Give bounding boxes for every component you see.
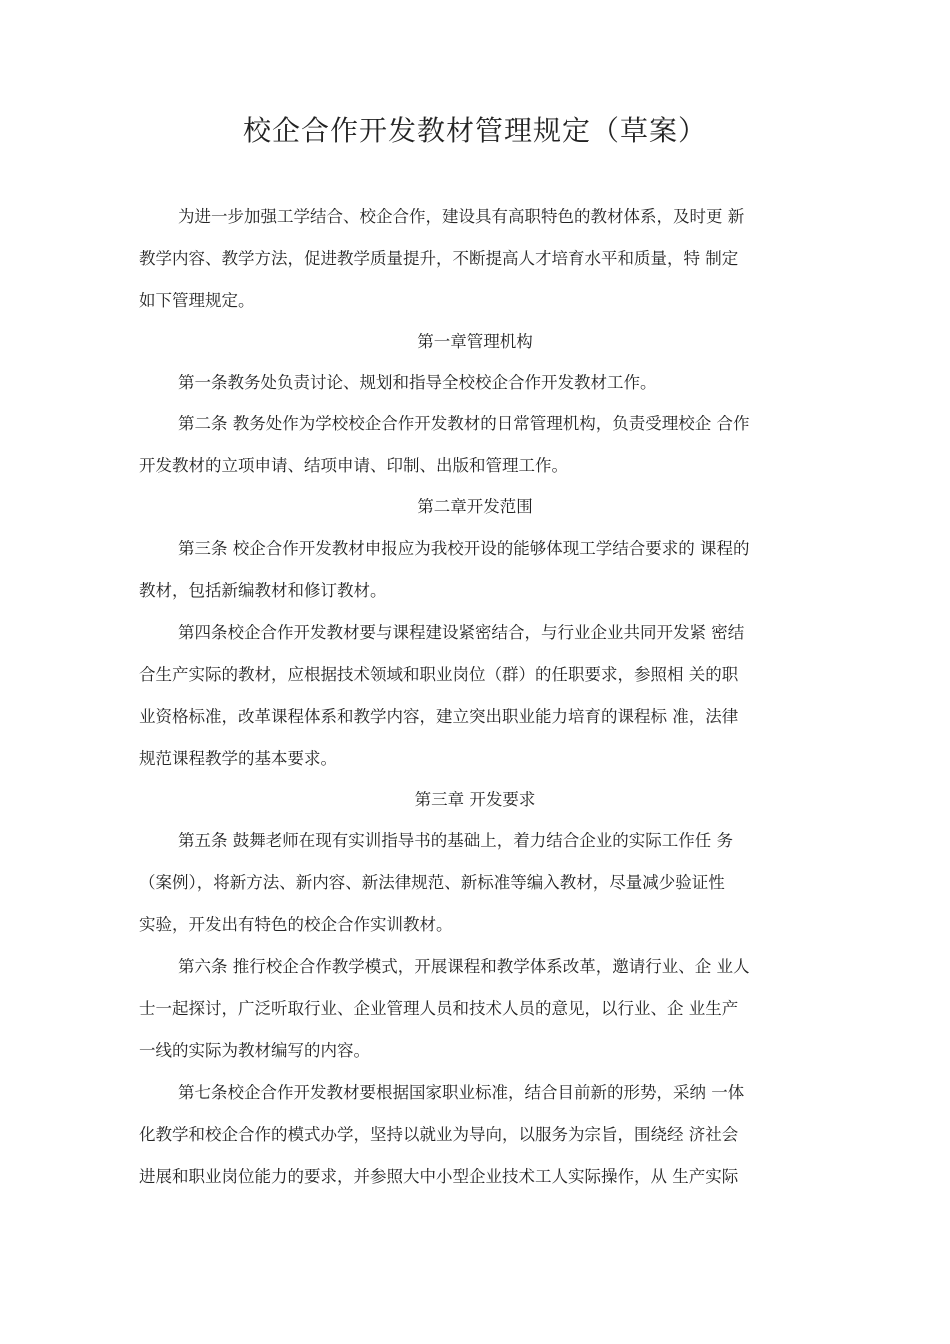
paragraph-line: 一线的实际为教材编写的内容。 bbox=[139, 1041, 370, 1060]
paragraph-line: 实验，开发出有特色的校企合作实训教材。 bbox=[139, 915, 453, 934]
paragraph-line: 第一条教务处负责讨论、规划和指导全校校企合作开发教材工作。 bbox=[178, 373, 657, 392]
chapter-heading: 第三章 开发要求 bbox=[414, 790, 536, 809]
paragraph-line: 第七条校企合作开发教材要根据国家职业标准，结合目前新的形势，采纳 一体 bbox=[178, 1083, 745, 1102]
chapter-heading: 第一章管理机构 bbox=[417, 332, 533, 351]
paragraph-line: 化教学和校企合作的模式办学，坚持以就业为导向，以服务为宗旨，围绕经 济社会 bbox=[139, 1125, 739, 1144]
paragraph-line: 为进一步加强工学结合、校企合作，建设具有高职特色的教材体系，及时更 新 bbox=[178, 207, 745, 226]
paragraph-line: 业资格标准，改革课程体系和教学内容，建立突出职业能力培育的课程标 准，法律 bbox=[139, 707, 739, 726]
paragraph-line: 教学内容、教学方法，促进教学质量提升，不断提高人才培育水平和质量，特 制定 bbox=[139, 249, 739, 268]
paragraph-line: 第三条 校企合作开发教材申报应为我校开设的能够体现工学结合要求的 课程的 bbox=[178, 539, 750, 558]
chapter-heading: 第二章开发范围 bbox=[417, 497, 533, 516]
paragraph-line: 第四条校企合作开发教材要与课程建设紧密结合，与行业企业共同开发紧 密结 bbox=[178, 623, 745, 642]
paragraph-line: 第五条 鼓舞老师在现有实训指导书的基础上，着力结合企业的实际工作任 务 bbox=[178, 831, 733, 850]
paragraph-line: 士一起探讨，广泛听取行业、企业管理人员和技术人员的意见，以行业、企 业生产 bbox=[139, 999, 739, 1018]
paragraph-line: 如下管理规定。 bbox=[139, 291, 255, 310]
paragraph-line: 合生产实际的教材，应根据技术领域和职业岗位（群）的任职要求，参照相 关的职 bbox=[139, 665, 739, 684]
paragraph-line: （案例），将新方法、新内容、新法律规范、新标准等编入教材，尽量减少验证性 bbox=[139, 873, 725, 892]
paragraph-line: 规范课程教学的基本要求。 bbox=[139, 749, 337, 768]
paragraph-line: 进展和职业岗位能力的要求，并参照大中小型企业技术工人实际操作，从 生产实际 bbox=[139, 1167, 739, 1186]
paragraph-line: 教材，包括新编教材和修订教材。 bbox=[139, 581, 387, 600]
paragraph-line: 第二条 教务处作为学校校企合作开发教材的日常管理机构，负责受理校企 合作 bbox=[178, 414, 750, 433]
paragraph-line: 开发教材的立项申请、结项申请、印制、出版和管理工作。 bbox=[139, 456, 568, 475]
document-title: 校企合作开发教材管理规定（草案） bbox=[242, 114, 707, 147]
paragraph-line: 第六条 推行校企合作教学模式，开展课程和教学体系改革，邀请行业、企 业人 bbox=[178, 957, 750, 976]
